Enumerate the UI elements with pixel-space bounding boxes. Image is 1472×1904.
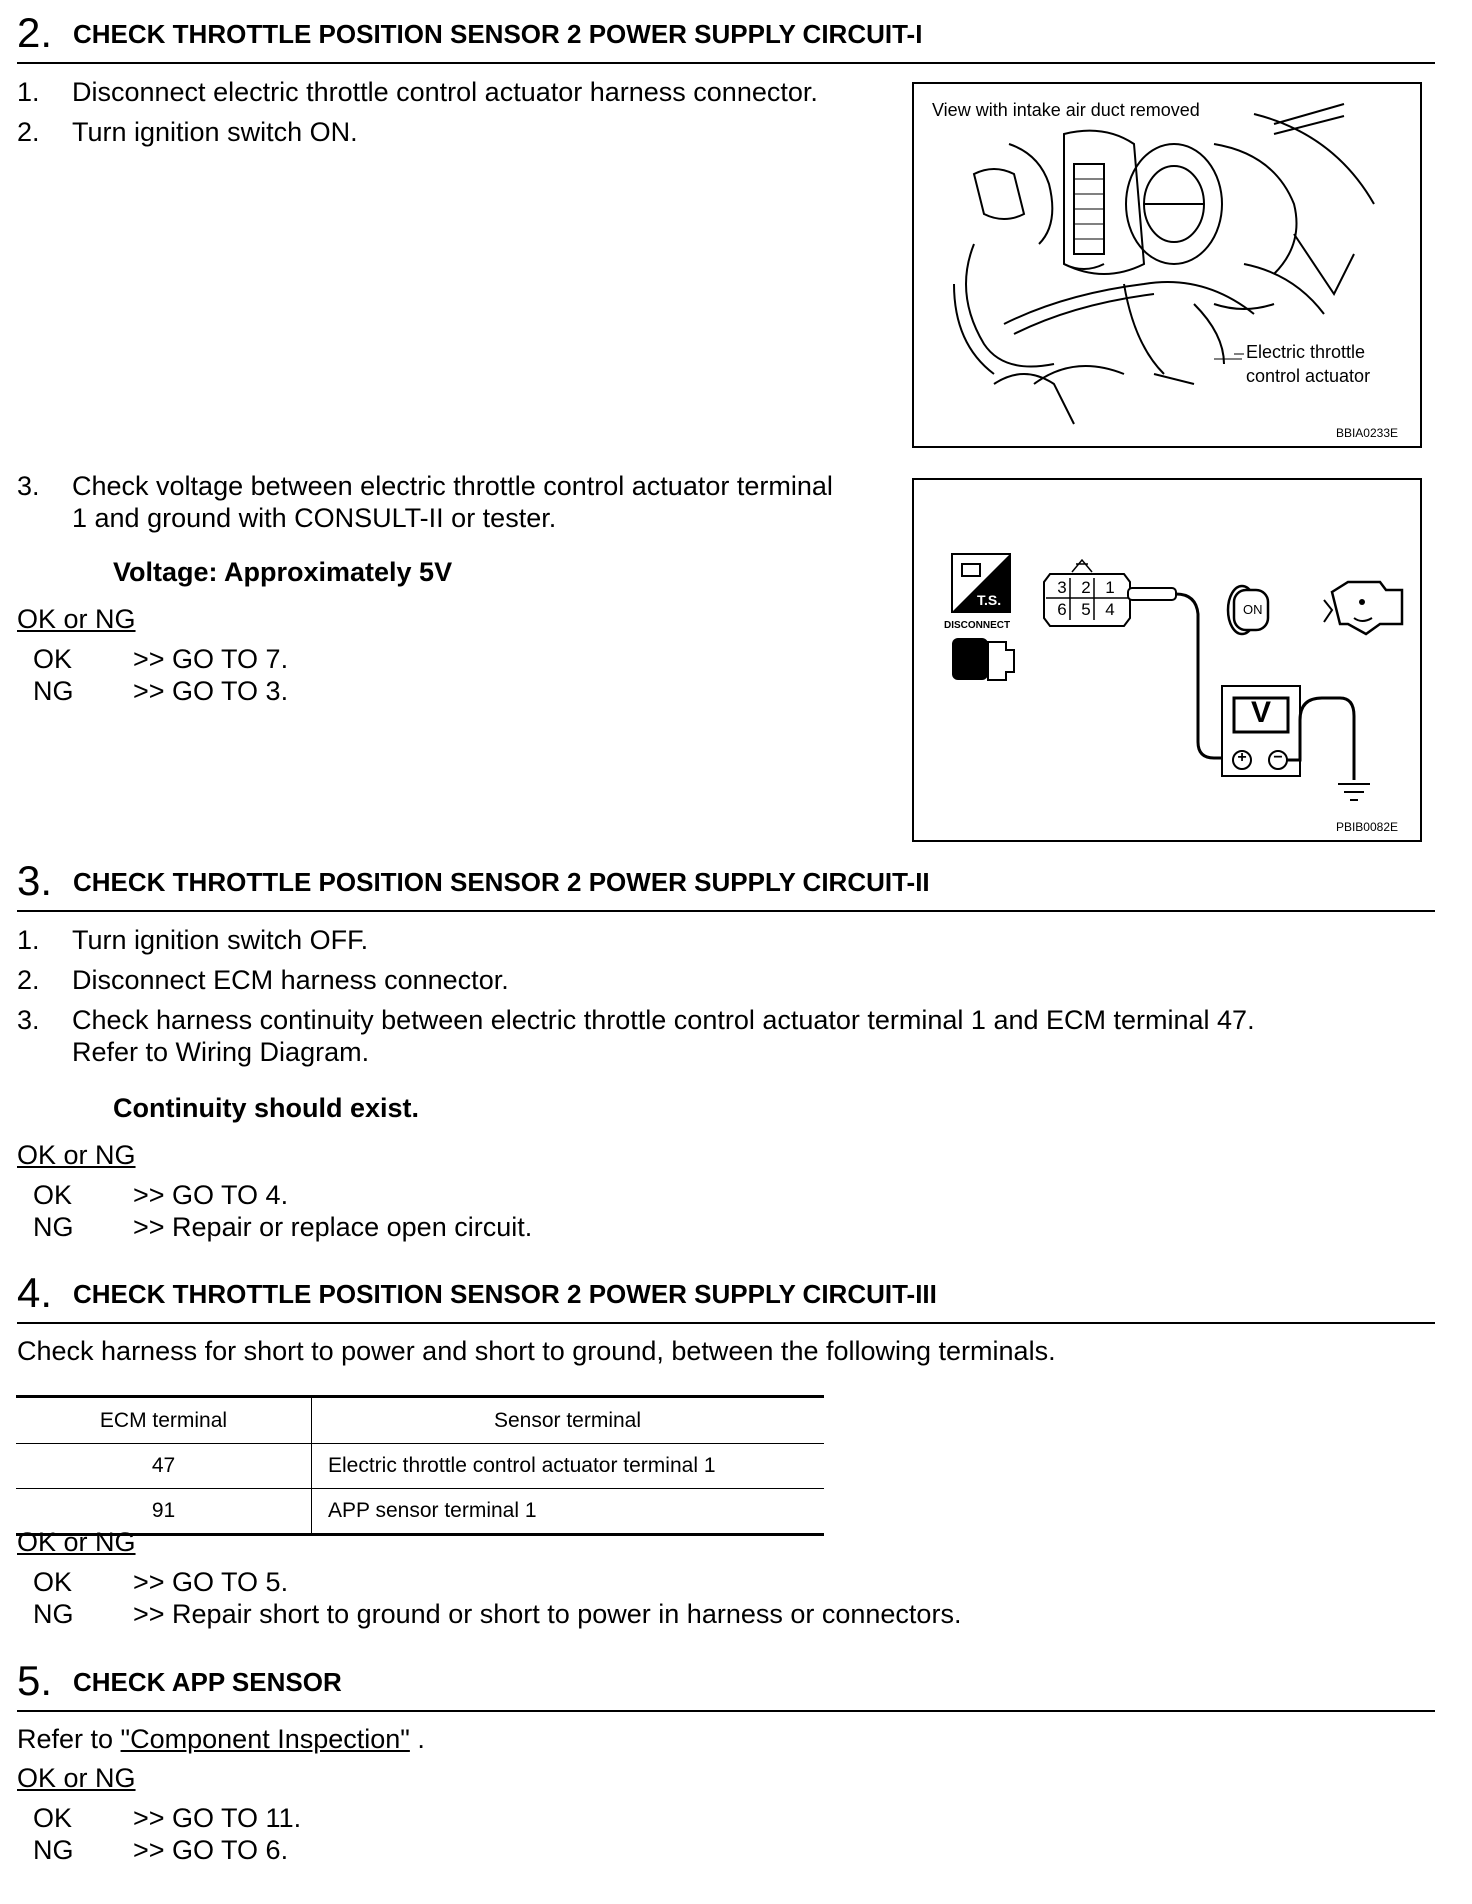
throttle-body-illustration — [914, 84, 1420, 446]
meter-minus: − — [1273, 749, 1283, 766]
column-header: ECM terminal — [16, 1397, 312, 1444]
result-ng — [33, 676, 433, 708]
section-title: CHECK THROTTLE POSITION SENSOR 2 POWER SUPPLY CIRCUIT-II — [73, 867, 930, 897]
result-ok — [33, 1180, 833, 1212]
step-2 — [17, 964, 1417, 998]
step-number: 2. — [17, 117, 40, 147]
disconnect-label: DISCONNECT — [944, 620, 1011, 631]
result-action: >> GO TO 5. — [133, 1567, 289, 1597]
step-2 — [17, 116, 877, 150]
step-text: Disconnect ECM harness connector. — [72, 965, 509, 995]
figure-callout-line1: Electric throttle — [1246, 342, 1366, 362]
table-cell: 91 — [16, 1489, 312, 1535]
table-cell: Electric throttle control actuator terminal 1 — [312, 1444, 825, 1489]
refer-line — [17, 1724, 425, 1755]
step-text: Disconnect electric throttle control actuator harness connector. — [72, 77, 818, 107]
step-text: Check voltage between electric throttle control actuator terminal — [72, 471, 833, 501]
refer-prefix: Refer to — [17, 1724, 121, 1754]
column-header: Sensor terminal — [312, 1397, 825, 1444]
figure-callout-line2: control actuator — [1246, 366, 1371, 386]
result-ng — [33, 1835, 633, 1867]
step-number: 1. — [17, 77, 40, 107]
section-4-header — [17, 1269, 1435, 1324]
result-action: >> GO TO 7. — [133, 644, 289, 674]
refer-suffix: . — [409, 1724, 425, 1754]
component-inspection-link[interactable]: "Component Inspection" — [120, 1724, 410, 1754]
result-code: NG — [33, 676, 74, 706]
section-3-header — [17, 857, 1435, 912]
step-text: Check harness continuity between electric throttle control actuator terminal 1 and ECM terminal 47. — [72, 1005, 1255, 1035]
section-title: CHECK APP SENSOR — [73, 1667, 342, 1697]
section-number: 3. — [17, 857, 53, 904]
pin-1: 1 — [1105, 578, 1115, 597]
result-action: >> GO TO 11. — [133, 1803, 302, 1833]
result-ok — [33, 1803, 633, 1835]
spec-continuity: Continuity should exist. — [113, 1093, 420, 1123]
result-ng — [33, 1212, 833, 1244]
step-number: 1. — [17, 925, 40, 955]
table-header-row — [16, 1397, 824, 1444]
voltage-check-figure — [912, 478, 1422, 842]
step-1 — [17, 76, 877, 110]
result-ok — [33, 644, 433, 676]
wiring-test-diagram — [914, 480, 1420, 840]
figure-code: BBIA0233E — [1335, 426, 1398, 440]
result-action: >> Repair short to ground or short to power in harness or connectors. — [133, 1599, 962, 1629]
result-code: OK — [33, 1567, 73, 1597]
result-action: >> GO TO 4. — [133, 1180, 289, 1210]
ok-or-ng-label: OK or NG — [17, 1140, 136, 1170]
step-number: 3. — [17, 1005, 40, 1035]
step-number: 3. — [17, 471, 40, 501]
meter-plus: + — [1237, 749, 1247, 766]
result-ok — [33, 1567, 1233, 1599]
ok-or-ng-label: OK or NG — [17, 1763, 136, 1793]
section-5-header — [17, 1657, 1435, 1712]
terminal-table — [16, 1395, 824, 1536]
pin-5: 5 — [1081, 600, 1091, 619]
step-number: 2. — [17, 965, 40, 995]
step-1 — [17, 924, 1417, 958]
figure-caption: View with intake air duct removed — [932, 100, 1200, 120]
section-number: 4. — [17, 1269, 53, 1316]
section-title: CHECK THROTTLE POSITION SENSOR 2 POWER SUPPLY CIRCUIT-III — [73, 1279, 937, 1309]
result-code: OK — [33, 644, 73, 674]
table-cell: 47 — [16, 1444, 312, 1489]
result-code: NG — [33, 1835, 74, 1865]
ok-or-ng-label: OK or NG — [17, 604, 136, 634]
result-code: OK — [33, 1180, 73, 1210]
table-cell: APP sensor terminal 1 — [312, 1489, 825, 1535]
step-text: Turn ignition switch OFF. — [72, 925, 369, 955]
pin-2: 2 — [1081, 578, 1091, 597]
result-action: >> Repair or replace open circuit. — [133, 1212, 533, 1242]
result-code: NG — [33, 1599, 74, 1629]
pin-3: 3 — [1057, 578, 1067, 597]
result-action: >> GO TO 3. — [133, 676, 289, 706]
result-code: OK — [33, 1803, 73, 1833]
step-3 — [17, 470, 897, 536]
pin-6: 6 — [1057, 600, 1067, 619]
section-2-header — [17, 9, 1435, 64]
section-number: 2. — [17, 9, 53, 56]
result-action: >> GO TO 6. — [133, 1835, 289, 1865]
section-title: CHECK THROTTLE POSITION SENSOR 2 POWER SUPPLY CIRCUIT-I — [73, 19, 923, 49]
result-ng — [33, 1599, 1233, 1631]
ignition-on-label: ON — [1243, 602, 1263, 617]
step-3 — [17, 1004, 1417, 1070]
section-number: 5. — [17, 1657, 53, 1704]
ts-label: T.S. — [977, 592, 1002, 608]
table-row — [16, 1489, 824, 1535]
table-row — [16, 1444, 824, 1489]
step-text-continued: 1 and ground with CONSULT-II or tester. — [72, 503, 557, 533]
ok-or-ng-label: OK or NG — [17, 1527, 136, 1557]
section-4-intro: Check harness for short to power and short to ground, between the following terminals. — [17, 1336, 1056, 1366]
result-code: NG — [33, 1212, 74, 1242]
step-text: Turn ignition switch ON. — [72, 117, 358, 147]
engine-bay-figure — [912, 82, 1422, 448]
voltmeter-label: V — [1250, 696, 1271, 729]
spec-voltage: Voltage: Approximately 5V — [113, 557, 453, 587]
figure-code: PBIB0082E — [1335, 820, 1398, 834]
pin-4: 4 — [1105, 600, 1115, 619]
step-text-continued: Refer to Wiring Diagram. — [72, 1037, 370, 1067]
